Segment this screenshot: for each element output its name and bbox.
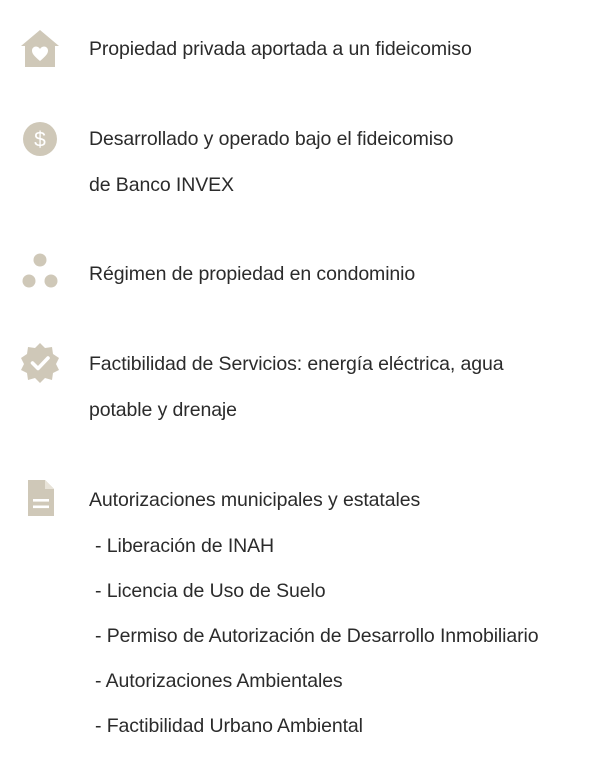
three-dots-icon bbox=[18, 250, 62, 294]
sub-item: - Licencia de Uso de Suelo bbox=[95, 580, 326, 602]
feature-1-line-1: Propiedad privada aportada a un fideicomiso bbox=[89, 38, 472, 60]
dollar-coin-icon bbox=[18, 117, 62, 161]
verified-badge-icon bbox=[18, 340, 62, 384]
house-heart-icon bbox=[18, 27, 62, 71]
sub-item: - Autorizaciones Ambientales bbox=[95, 670, 343, 692]
document-icon bbox=[18, 476, 62, 520]
svg-text:$: $ bbox=[34, 128, 46, 152]
feature-3-line-1: Régimen de propiedad en condominio bbox=[89, 263, 416, 285]
feature-4-line-2: potable y drenaje bbox=[89, 399, 237, 421]
sub-item: - Factibilidad Urbano Ambiental bbox=[95, 715, 363, 737]
feature-2-line-1: Desarrollado y operado bajo el fideicomiso bbox=[89, 128, 454, 150]
sub-item: - Liberación de INAH bbox=[95, 535, 275, 557]
sub-item: - Permiso de Autorización de Desarrollo Inmobiliario bbox=[95, 625, 539, 647]
feature-2-line-2: de Banco INVEX bbox=[89, 174, 234, 196]
feature-4-line-1: Factibilidad de Servicios: energía eléctrica, agua bbox=[89, 353, 504, 375]
feature-5-line-1: Autorizaciones municipales y estatales bbox=[89, 489, 421, 511]
